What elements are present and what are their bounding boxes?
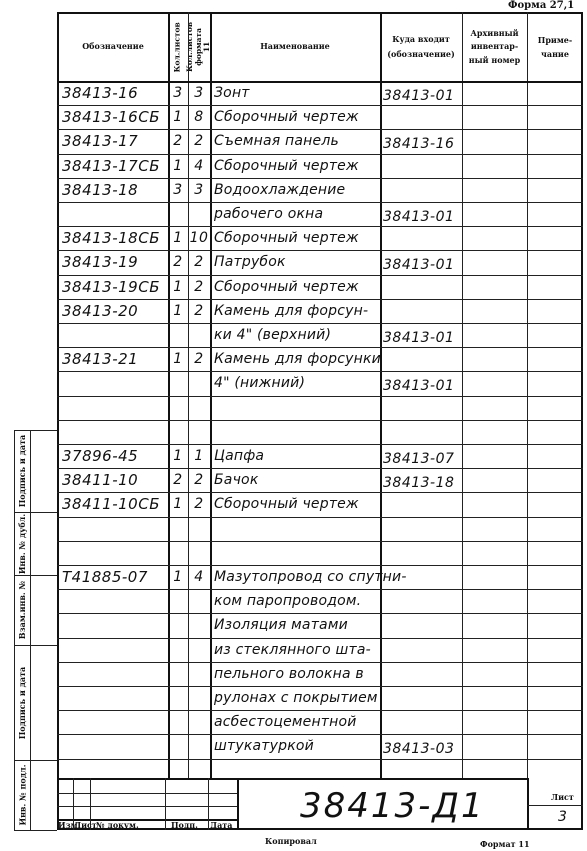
row-name: Патрубок: [214, 254, 286, 271]
row-designation: 38413-17: [62, 132, 139, 151]
row-sheet-count: 1: [173, 448, 183, 464]
row-format-count: 2: [194, 496, 204, 513]
row-name: Зонт: [214, 85, 250, 101]
row-designation: 38413-17СБ: [62, 156, 160, 175]
row-designation: 38413-19: [62, 253, 139, 272]
row-sheet-count: 1: [173, 496, 183, 513]
row-goes-into: 38413-01: [383, 88, 455, 104]
row-format-count: 2: [194, 302, 204, 319]
footer-date: Дата: [210, 820, 233, 830]
row-goes-into: 38413-16: [383, 136, 455, 153]
row-designation: 37896-45: [62, 447, 139, 465]
side-label-orig-no: Инв. № подл.: [17, 764, 28, 826]
row-sheet-count: 1: [173, 157, 183, 174]
row-name: Изоляция матами: [214, 617, 348, 634]
row-name: Съемная панель: [214, 133, 339, 150]
row-designation: 38413-16: [62, 84, 139, 102]
row-sheet-count: 1: [173, 278, 183, 295]
row-designation: 38413-19СБ: [62, 277, 160, 296]
row-designation: 38411-10СБ: [62, 495, 160, 514]
row-format-count: 2: [194, 278, 204, 295]
row-goes-into: 38413-03: [383, 741, 455, 758]
row-format-count: 10: [189, 230, 209, 247]
format-label: Формат 11: [480, 839, 530, 849]
row-format-count: 3: [194, 85, 204, 101]
row-goes-into: 38413-18: [383, 475, 455, 492]
row-name: Мазутопровод со спутни-: [214, 569, 407, 585]
row-format-count: 2: [194, 133, 204, 150]
row-name: Водоохлаждение: [214, 181, 346, 198]
row-goes-into: 38413-01: [383, 378, 455, 395]
form-label: Форма 27,1: [508, 0, 575, 11]
row-sheet-count: 1: [173, 351, 183, 368]
row-designation: 38413-18СБ: [62, 229, 160, 248]
row-goes-into: 38413-01: [383, 209, 455, 225]
row-format-count: 8: [194, 109, 204, 126]
side-label-sign-date-2: Подпись и дата: [17, 666, 28, 739]
header-note: Приме-чание: [537, 34, 573, 59]
row-designation: 38411-10: [62, 471, 139, 490]
row-designation: 38413-16СБ: [62, 108, 160, 127]
footer-izm: Изм: [58, 820, 78, 830]
row-format-count: 4: [194, 569, 204, 585]
footer-podp: Подп.: [171, 820, 198, 830]
header-goes-into: Куда входит (обозначение): [387, 33, 455, 59]
row-designation: 38413-20: [62, 301, 139, 320]
header-archive: Архивный инвентар-ный номер: [468, 27, 521, 65]
copied-label: Копировал: [265, 836, 317, 846]
header-sheet-count: Кол.листов: [172, 21, 182, 73]
row-name: штукатуркой: [214, 738, 314, 755]
row-sheet-count: 2: [173, 133, 183, 150]
row-name: асбестоцементной: [214, 714, 357, 731]
row-format-count: 2: [194, 254, 204, 271]
row-name: Камень для форсун-: [214, 302, 369, 319]
row-name: ки 4" (верхний): [214, 327, 332, 343]
row-name: Бачок: [214, 472, 259, 489]
row-goes-into: 38413-01: [383, 330, 455, 346]
row-format-count: 1: [194, 448, 204, 464]
row-name: Сборочный чертеж: [214, 109, 359, 126]
row-name: Сборочный чертеж: [214, 496, 359, 513]
row-name: из стеклянного шта-: [214, 641, 371, 658]
row-format-count: 4: [194, 157, 204, 174]
row-name: рулонах с покрытием: [214, 690, 378, 706]
row-name: рабочего окна: [214, 206, 324, 222]
row-name: пельного волокна в: [214, 665, 364, 682]
row-name: Камень для форсунки: [214, 351, 381, 368]
header-format-count: Кол.листов формата 11: [185, 21, 212, 73]
row-name: Сборочный чертеж: [214, 157, 359, 174]
row-format-count: 2: [194, 351, 204, 368]
row-designation: 38413-21: [62, 350, 139, 369]
row-format-count: 2: [194, 472, 204, 489]
row-sheet-count: 2: [173, 472, 183, 489]
row-sheet-count: 1: [173, 302, 183, 319]
side-label-replace-no: Взам.инв. №: [17, 580, 27, 640]
row-designation: 38413-18: [62, 180, 139, 199]
sheet-label: Лист: [551, 792, 574, 802]
row-sheet-count: 1: [173, 230, 183, 247]
side-label-dup-no: Инв. № дубл.: [17, 513, 27, 574]
header-name: Наименование: [260, 41, 330, 52]
header-designation: Обозначение: [82, 41, 144, 52]
row-name: Цапфа: [214, 448, 265, 464]
row-name: Сборочный чертеж: [214, 278, 359, 295]
row-goes-into: 38413-01: [383, 257, 455, 274]
row-sheet-count: 1: [173, 109, 183, 126]
sheet-number: 3: [558, 809, 568, 825]
footer-doc-no: № докум.: [96, 820, 139, 830]
row-name: Сборочный чертеж: [214, 230, 359, 247]
side-label-sign-date-1: Подпись и дата: [17, 434, 28, 508]
row-sheet-count: 1: [173, 569, 183, 585]
row-name: ком паропроводом.: [214, 593, 362, 610]
document-code: 38413-Д1: [300, 786, 485, 826]
row-goes-into: 38413-07: [383, 451, 455, 467]
footer-list: Лист: [74, 820, 97, 830]
row-sheet-count: 3: [173, 85, 183, 101]
row-sheet-count: 3: [173, 181, 183, 198]
row-sheet-count: 2: [173, 254, 183, 271]
row-name: 4" (нижний): [214, 375, 306, 392]
row-designation: Т41885-07: [62, 568, 148, 586]
row-format-count: 3: [194, 181, 204, 198]
